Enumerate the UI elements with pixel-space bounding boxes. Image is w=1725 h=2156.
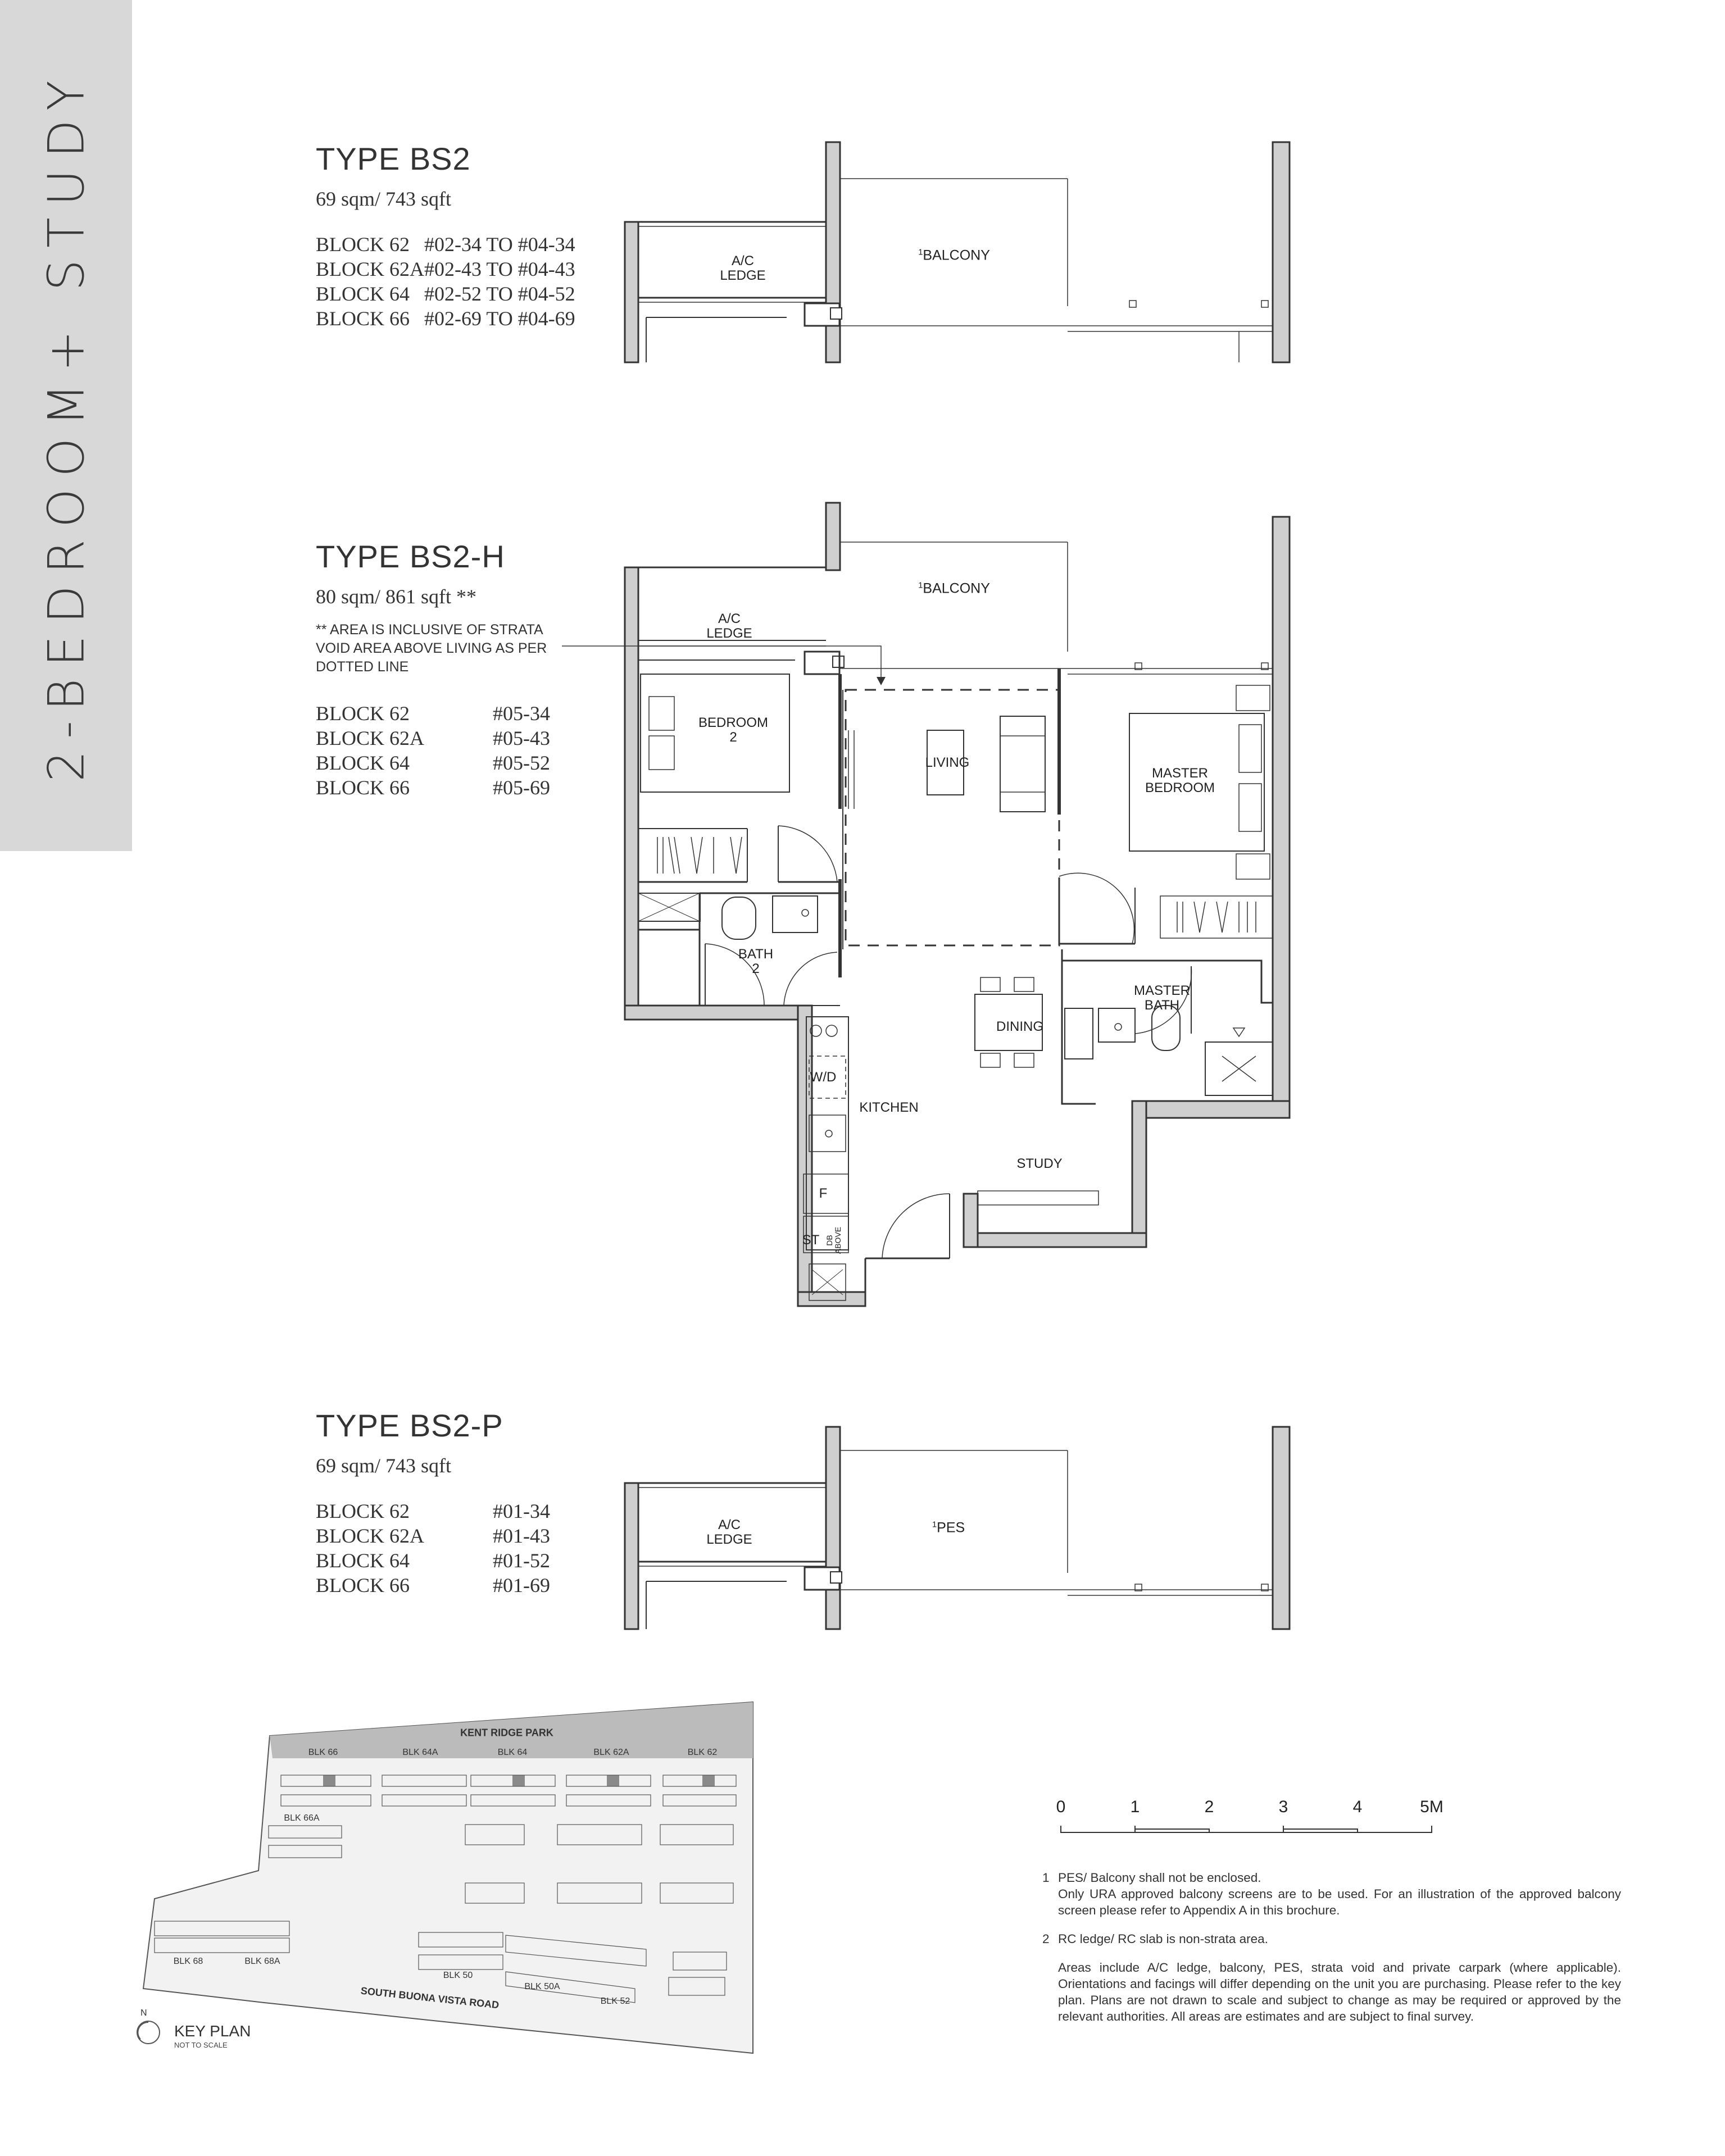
sidebar-title: 2-BEDROOM+ STUDY bbox=[37, 69, 96, 782]
unit-range: #05-43 bbox=[493, 727, 550, 749]
scale-tick-label: 4 bbox=[1352, 1798, 1363, 1816]
balcony-text: BALCONY bbox=[923, 247, 990, 263]
type-title: TYPE BS2-H bbox=[316, 539, 505, 574]
unit-range: #02-52 TO #04-52 bbox=[424, 283, 575, 305]
key-plan-subtitle: NOT TO SCALE bbox=[174, 2041, 228, 2049]
key-plan-block-label: BLK 68A bbox=[244, 1957, 280, 1966]
ac-ledge-label: A/C LEDGE bbox=[706, 1517, 752, 1547]
block-name: BLOCK 66 bbox=[316, 307, 410, 330]
ac-ledge-label: A/C LEDGE bbox=[706, 611, 752, 641]
north-indicator: N bbox=[140, 2008, 147, 2018]
balcony-label bbox=[918, 578, 990, 595]
master-bath-label: MASTER BATH bbox=[1133, 983, 1191, 1013]
block-name: BLOCK 62A bbox=[316, 258, 425, 280]
scale-tick-label: 2 bbox=[1204, 1798, 1214, 1816]
unit-range: #02-43 TO #04-43 bbox=[424, 258, 575, 280]
key-plan-block-label: BLK 64A bbox=[402, 1748, 438, 1757]
balcony-text: BALCONY bbox=[923, 580, 990, 597]
unit-range: #01-52 bbox=[493, 1549, 550, 1572]
type-area: 69 sqm/ 743 sqft bbox=[316, 1454, 452, 1477]
db-above-label: DB ABOVE bbox=[825, 1226, 842, 1254]
footnote-text: RC ledge/ RC slab is non-strata area. bbox=[1058, 1932, 1268, 1946]
pes-text: PES bbox=[937, 1520, 965, 1536]
footnotes bbox=[1042, 1870, 1621, 2025]
footnote-number bbox=[1042, 1959, 1058, 2025]
fridge-label: F bbox=[819, 1186, 828, 1201]
scale-tick-label: 1 bbox=[1130, 1798, 1140, 1816]
footnote-text: PES/ Balcony shall not be enclosed. Only URA approved balcony screens are to be used. For an illustration of the approved balcony screen please refer to Appendix A in this brochure. bbox=[1058, 1871, 1621, 1917]
unit-range: #01-34 bbox=[493, 1500, 550, 1522]
footnote-number: 1 bbox=[1042, 1871, 1050, 1885]
block-name: BLOCK 64 bbox=[316, 283, 410, 305]
unit-range: #05-52 bbox=[493, 752, 550, 774]
key-plan-block-label: BLK 68 bbox=[173, 1957, 203, 1966]
unit-range: #05-34 bbox=[493, 702, 550, 725]
key-plan-block-label: BLK 66 bbox=[308, 1748, 338, 1757]
store-label: ST bbox=[802, 1232, 820, 1248]
bath2-label: BATH 2 bbox=[738, 947, 774, 976]
type-title: TYPE BS2 bbox=[316, 141, 471, 176]
block-name: BLOCK 62A bbox=[316, 727, 425, 749]
block-name: BLOCK 62 bbox=[316, 702, 410, 725]
block-name: BLOCK 62A bbox=[316, 1525, 425, 1547]
key-plan-title: KEY PLAN bbox=[174, 2022, 251, 2040]
living-label: LIVING bbox=[925, 755, 970, 770]
key-plan-block-label: BLK 62 bbox=[687, 1748, 718, 1757]
footnote-item bbox=[1042, 1931, 1621, 1947]
kitchen-label: KITCHEN bbox=[859, 1100, 919, 1115]
strata-void-note: ** AREA IS INCLUSIVE OF STRATA VOID AREA ABOVE LIVING AS PER DOTTED LINE bbox=[316, 622, 547, 675]
footnote-text: Areas include A/C ledge, balcony, PES, strata void and private carpark (where applicable). Orientations and facings will differ depending on the unit you are purchasing. Please refer to the key plan. Plans are not drawn to scale and subject to change as may be required or approved by the relevant authorities. All areas are estimates and are subject to final survey. bbox=[1058, 1961, 1621, 2023]
unit-range: #02-34 TO #04-34 bbox=[424, 233, 575, 256]
master-bedroom-label: MASTER BEDROOM bbox=[1145, 766, 1215, 795]
block-name: BLOCK 64 bbox=[316, 1549, 410, 1572]
key-plan-park-label: KENT RIDGE PARK bbox=[460, 1727, 553, 1739]
block-name: BLOCK 66 bbox=[316, 1574, 410, 1596]
block-name: BLOCK 62 bbox=[316, 233, 410, 256]
unit-range: #02-69 TO #04-69 bbox=[424, 307, 575, 330]
key-plan-road-label: SOUTH BUONA VISTA ROAD bbox=[360, 1985, 500, 2011]
pes-label bbox=[932, 1517, 965, 1535]
unit-range: #01-43 bbox=[493, 1525, 550, 1547]
key-plan-block-label: BLK 50A bbox=[524, 1982, 560, 1991]
footnote-number: 2 bbox=[1042, 1932, 1050, 1946]
washer-dryer-label: W/D bbox=[810, 1070, 837, 1085]
key-plan-block-label: BLK 62A bbox=[593, 1748, 629, 1757]
footnote-ref: 1 bbox=[918, 580, 923, 590]
footnote-item bbox=[1042, 1959, 1621, 2025]
type-title: TYPE BS2-P bbox=[316, 1408, 503, 1443]
scale-tick-label: 5M bbox=[1420, 1798, 1443, 1816]
balcony-label bbox=[918, 245, 990, 262]
block-name: BLOCK 66 bbox=[316, 776, 410, 799]
type-area: 80 sqm/ 861 sqft ** bbox=[316, 585, 477, 608]
key-plan-block-label: BLK 66A bbox=[284, 1813, 320, 1823]
scale-tick-label: 0 bbox=[1056, 1798, 1066, 1816]
study-label: STUDY bbox=[1016, 1156, 1063, 1171]
unit-range: #05-69 bbox=[493, 776, 550, 799]
footnote-ref: 1 bbox=[918, 247, 923, 257]
footnote-ref: 1 bbox=[932, 1520, 937, 1530]
scale-tick-label: 3 bbox=[1278, 1798, 1288, 1816]
key-plan-block-label: BLK 64 bbox=[497, 1748, 528, 1757]
ac-ledge-label: A/C LEDGE bbox=[720, 253, 766, 283]
plan-bs2h-full bbox=[562, 503, 1290, 1306]
dining-label: DINING bbox=[996, 1019, 1043, 1034]
block-name: BLOCK 62 bbox=[316, 1500, 410, 1522]
type-area: 69 sqm/ 743 sqft bbox=[316, 188, 452, 210]
block-name: BLOCK 64 bbox=[316, 752, 410, 774]
unit-range: #01-69 bbox=[493, 1574, 550, 1596]
footnote-item bbox=[1042, 1870, 1621, 1918]
key-plan-block-label: BLK 52 bbox=[600, 1996, 630, 2006]
key-plan-block-label: BLK 50 bbox=[443, 1971, 473, 1980]
bedroom2-label: BEDROOM 2 bbox=[698, 715, 769, 745]
scale-bar bbox=[1061, 1826, 1432, 1832]
